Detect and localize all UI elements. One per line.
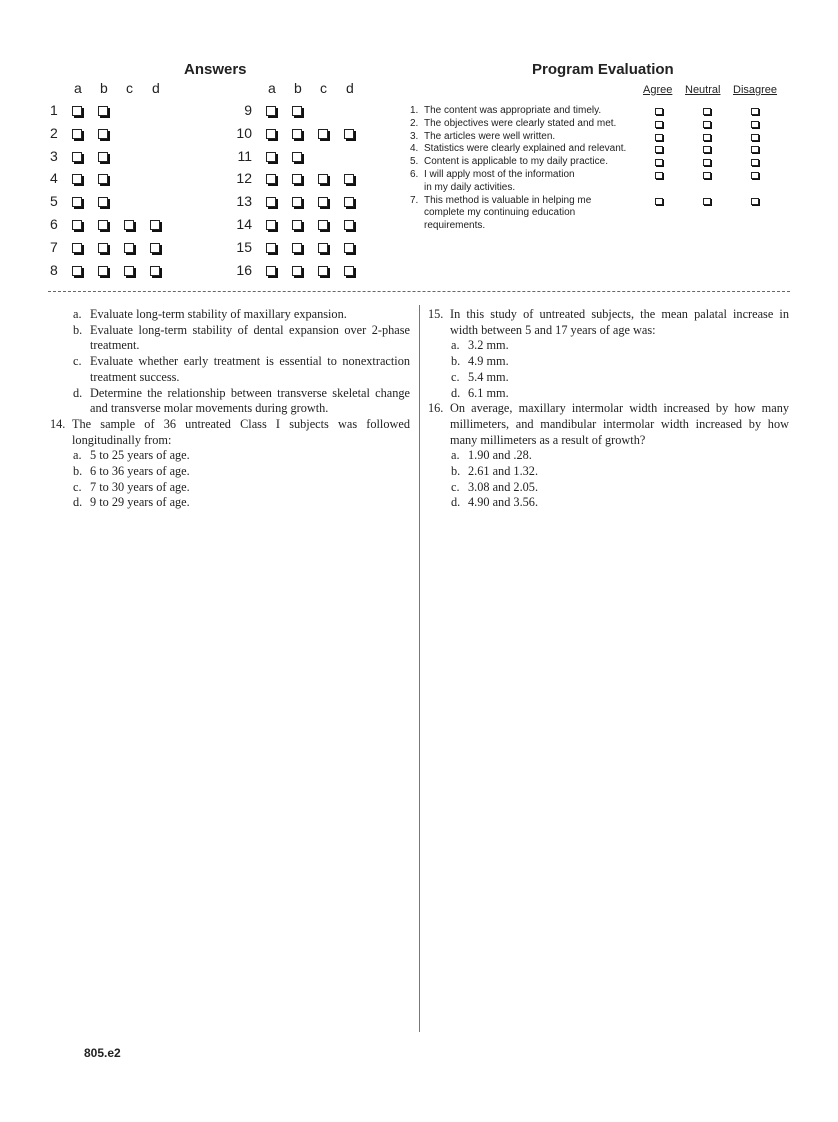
answer-letter-header: b: [294, 80, 302, 96]
evaluation-item-text: The articles were well written.: [424, 130, 556, 142]
answer-checkbox[interactable]: [266, 152, 276, 162]
evaluation-item-text: The content was appropriate and timely.: [424, 105, 602, 116]
evaluation-item: [410, 118, 640, 131]
answer-checkbox[interactable]: [292, 266, 302, 276]
option-text: Evaluate long-term stability of dental expansion over 2-phase treatment.: [90, 322, 410, 353]
left-column: [50, 307, 410, 511]
answer-checkbox[interactable]: [150, 243, 160, 253]
answer-checkbox[interactable]: [318, 243, 328, 253]
evaluation-checkbox-disagree[interactable]: [751, 172, 759, 179]
evaluation-checkbox-neutral[interactable]: [703, 146, 711, 153]
answer-letter-header: a: [74, 80, 82, 96]
answer-checkbox[interactable]: [292, 220, 302, 230]
option-text: 3.2 mm.: [468, 338, 509, 353]
answer-checkbox[interactable]: [98, 174, 108, 184]
answer-checkbox[interactable]: [72, 220, 82, 230]
dashed-divider: [48, 291, 790, 292]
answer-option: [50, 480, 410, 496]
evaluation-checkbox-neutral[interactable]: [703, 198, 711, 205]
question-number: 15: [236, 238, 252, 255]
option-letter: c.: [73, 354, 82, 369]
evaluation-checkbox-agree[interactable]: [655, 172, 663, 179]
question: [50, 417, 410, 448]
option-letter: a.: [73, 307, 82, 321]
evaluation-item: [410, 169, 640, 195]
answer-checkbox[interactable]: [98, 266, 108, 276]
question: [428, 401, 789, 448]
answer-checkbox[interactable]: [124, 266, 134, 276]
answer-checkbox[interactable]: [266, 174, 276, 184]
evaluation-item-number: 1.: [410, 105, 419, 116]
evaluation-checkbox-agree[interactable]: [655, 108, 663, 115]
question-number: 16: [236, 261, 252, 278]
answer-checkbox[interactable]: [124, 243, 134, 253]
answer-option: [50, 448, 410, 464]
answer-option: [50, 464, 410, 480]
answer-option: [428, 386, 789, 402]
option-letter: d.: [73, 385, 83, 400]
evaluation-checkbox-neutral[interactable]: [703, 172, 711, 179]
answer-checkbox[interactable]: [292, 129, 302, 139]
question-number: 14.: [50, 416, 66, 431]
question-text: The sample of 36 untreated Class I subjects was followed longitudinally from:: [72, 416, 410, 447]
answer-checkbox[interactable]: [292, 243, 302, 253]
answer-option: [428, 338, 789, 354]
answer-letter-header: c: [320, 80, 327, 96]
evaluation-column-agree: Agree: [643, 84, 673, 96]
question-number: 10: [236, 124, 252, 141]
answer-checkbox[interactable]: [150, 266, 160, 276]
option-letter: b.: [451, 464, 461, 479]
question-number: 14: [236, 216, 252, 232]
evaluation-item-text: The objectives were clearly stated and met.: [424, 117, 617, 129]
answer-checkbox[interactable]: [344, 129, 354, 139]
evaluation-item-text: Statistics were clearly explained and relevant.: [424, 143, 627, 155]
answers-title: Answers: [184, 61, 247, 78]
answer-option: [428, 354, 789, 370]
answer-option: [428, 448, 789, 464]
evaluation-checkbox-neutral[interactable]: [703, 134, 711, 141]
answer-option: [50, 307, 410, 323]
answer-option: [50, 386, 410, 417]
option-text: 9 to 29 years of age.: [90, 495, 190, 510]
option-letter: b.: [451, 354, 461, 369]
answer-checkbox[interactable]: [98, 243, 108, 253]
option-text: Determine the relationship between transverse skeletal change and transverse molar movements during growth.: [90, 385, 410, 416]
answer-checkbox[interactable]: [292, 106, 302, 116]
answer-checkbox[interactable]: [292, 197, 302, 207]
answer-checkbox[interactable]: [72, 243, 82, 253]
answer-option: [428, 464, 789, 480]
evaluation-item: [410, 156, 640, 169]
evaluation-item-text: requirements.: [424, 220, 486, 232]
answer-checkbox[interactable]: [344, 243, 354, 253]
evaluation-item-text: Content is applicable to my daily practice.: [424, 156, 608, 168]
option-letter: c.: [73, 479, 82, 494]
option-text: 4.9 mm.: [468, 354, 509, 369]
answer-checkbox[interactable]: [292, 152, 302, 162]
option-letter: b.: [73, 322, 83, 337]
option-text: 5 to 25 years of age.: [90, 448, 190, 463]
question-number: 15.: [428, 307, 444, 321]
question-number: 4: [50, 170, 58, 187]
evaluation-column-neutral: Neutral: [685, 84, 721, 96]
option-letter: a.: [451, 448, 460, 463]
question-number: 16.: [428, 401, 444, 416]
answer-checkbox[interactable]: [72, 197, 82, 207]
answer-checkbox[interactable]: [72, 174, 82, 184]
answer-checkbox[interactable]: [266, 197, 276, 207]
answer-checkbox[interactable]: [292, 174, 302, 184]
question-number: 3: [50, 147, 58, 164]
option-letter: d.: [73, 495, 83, 510]
answer-checkbox[interactable]: [72, 266, 82, 276]
question-number: 7: [50, 238, 58, 255]
evaluation-item-text: I will apply most of the information: [424, 169, 575, 180]
evaluation-item-number: 2.: [410, 117, 419, 129]
option-text: 6 to 36 years of age.: [90, 464, 190, 479]
answer-checkbox[interactable]: [98, 220, 108, 230]
answer-checkbox[interactable]: [344, 197, 354, 207]
evaluation-checkbox-disagree[interactable]: [751, 121, 759, 128]
answer-letter-header: c: [126, 80, 133, 96]
option-letter: a.: [73, 448, 82, 463]
option-text: 6.1 mm.: [468, 385, 509, 400]
answer-checkbox[interactable]: [344, 174, 354, 184]
answer-checkbox[interactable]: [266, 266, 276, 276]
answer-option: [50, 354, 410, 385]
evaluation-checkbox-disagree[interactable]: [751, 198, 759, 205]
evaluation-item-text: complete my continuing education: [424, 207, 576, 219]
evaluation-checkbox-disagree[interactable]: [751, 146, 759, 153]
evaluation-item-number: 7.: [410, 194, 419, 206]
column-divider: [419, 305, 420, 1032]
answer-checkbox[interactable]: [98, 129, 108, 139]
answer-option: [428, 495, 789, 511]
option-text: 1.90 and .28.: [468, 448, 532, 463]
evaluation-item: [410, 143, 640, 156]
question-text: In this study of untreated subjects, the mean palatal increase in width between 5 and 17 years of age was:: [450, 307, 789, 337]
answer-letter-header: b: [100, 80, 108, 96]
evaluation-checkbox-agree[interactable]: [655, 198, 663, 205]
answer-checkbox[interactable]: [98, 152, 108, 162]
answer-checkbox[interactable]: [72, 129, 82, 139]
option-text: Evaluate long-term stability of maxillary expansion.: [90, 307, 347, 321]
evaluation-checkbox-agree[interactable]: [655, 146, 663, 153]
right-column: [428, 307, 789, 511]
evaluation-checkbox-agree[interactable]: [655, 159, 663, 166]
answer-option: [428, 480, 789, 496]
option-letter: d.: [451, 495, 461, 510]
evaluation-item-text: This method is valuable in helping me: [424, 194, 592, 206]
evaluation-item: [410, 105, 640, 118]
answer-option: [50, 323, 410, 354]
evaluation-item: [410, 131, 640, 144]
option-text: 5.4 mm.: [468, 369, 509, 384]
option-text: Evaluate whether early treatment is essential to nonextraction treatment success.: [90, 354, 410, 384]
question-number: 6: [50, 216, 58, 232]
evaluation-title: Program Evaluation: [532, 61, 674, 78]
evaluation-checkbox-neutral[interactable]: [703, 159, 711, 166]
question: [428, 307, 789, 338]
answer-option: [428, 370, 789, 386]
answer-checkbox[interactable]: [266, 243, 276, 253]
evaluation-item-text: in my daily activities.: [424, 181, 516, 193]
option-text: 2.61 and 1.32.: [468, 464, 539, 479]
answer-checkbox[interactable]: [266, 106, 276, 116]
question-number: 11: [237, 147, 252, 164]
answer-checkbox[interactable]: [266, 129, 276, 139]
answer-checkbox[interactable]: [266, 220, 276, 230]
answer-checkbox[interactable]: [72, 106, 82, 116]
answer-checkbox[interactable]: [318, 266, 328, 276]
answer-checkbox[interactable]: [150, 220, 160, 230]
answer-checkbox[interactable]: [344, 266, 354, 276]
question-text: On average, maxillary intermolar width increased by how many millimeters, and mandibular intermolar width increased by how many millimeters as a result of growth?: [450, 401, 789, 447]
answer-checkbox[interactable]: [124, 220, 134, 230]
option-letter: d.: [451, 385, 461, 400]
option-text: 3.08 and 2.05.: [468, 479, 539, 494]
option-letter: c.: [451, 479, 460, 494]
question-number: 2: [50, 124, 58, 141]
evaluation-item-number: 5.: [410, 156, 419, 168]
option-letter: b.: [73, 464, 83, 479]
answer-checkbox[interactable]: [318, 129, 328, 139]
question-number: 12: [236, 170, 252, 187]
question-number: 1: [50, 102, 58, 118]
option-letter: a.: [451, 338, 460, 353]
answer-checkbox[interactable]: [344, 220, 354, 230]
question-number: 8: [50, 261, 58, 278]
evaluation-checkbox-disagree[interactable]: [751, 134, 759, 141]
question-number: 5: [50, 193, 58, 210]
answer-letter-header: d: [152, 80, 160, 96]
answer-option: [50, 495, 410, 511]
evaluation-checkbox-disagree[interactable]: [751, 108, 759, 115]
evaluation-checkbox-disagree[interactable]: [751, 159, 759, 166]
answer-checkbox[interactable]: [72, 152, 82, 162]
evaluation-item-number: 6.: [410, 169, 419, 180]
answer-checkbox[interactable]: [318, 220, 328, 230]
answer-checkbox[interactable]: [318, 174, 328, 184]
answer-checkbox[interactable]: [98, 106, 108, 116]
evaluation-column-disagree: Disagree: [733, 84, 778, 96]
page-number: 805.e2: [84, 1046, 121, 1060]
evaluation-item-number: 3.: [410, 130, 419, 142]
option-text: 7 to 30 years of age.: [90, 479, 190, 494]
question-number: 13: [236, 193, 252, 210]
evaluation-checkbox-neutral[interactable]: [703, 121, 711, 128]
evaluation-item-number: 4.: [410, 143, 419, 155]
answer-letter-header: d: [346, 80, 354, 96]
answer-checkbox[interactable]: [318, 197, 328, 207]
answer-checkbox[interactable]: [98, 197, 108, 207]
answer-letter-header: a: [268, 80, 276, 96]
option-text: 4.90 and 3.56.: [468, 495, 539, 510]
option-letter: c.: [451, 369, 460, 384]
evaluation-checkbox-agree[interactable]: [655, 134, 663, 141]
evaluation-item: [410, 195, 640, 233]
evaluation-checkbox-neutral[interactable]: [703, 108, 711, 115]
question-number: 9: [244, 102, 252, 118]
evaluation-checkbox-agree[interactable]: [655, 121, 663, 128]
